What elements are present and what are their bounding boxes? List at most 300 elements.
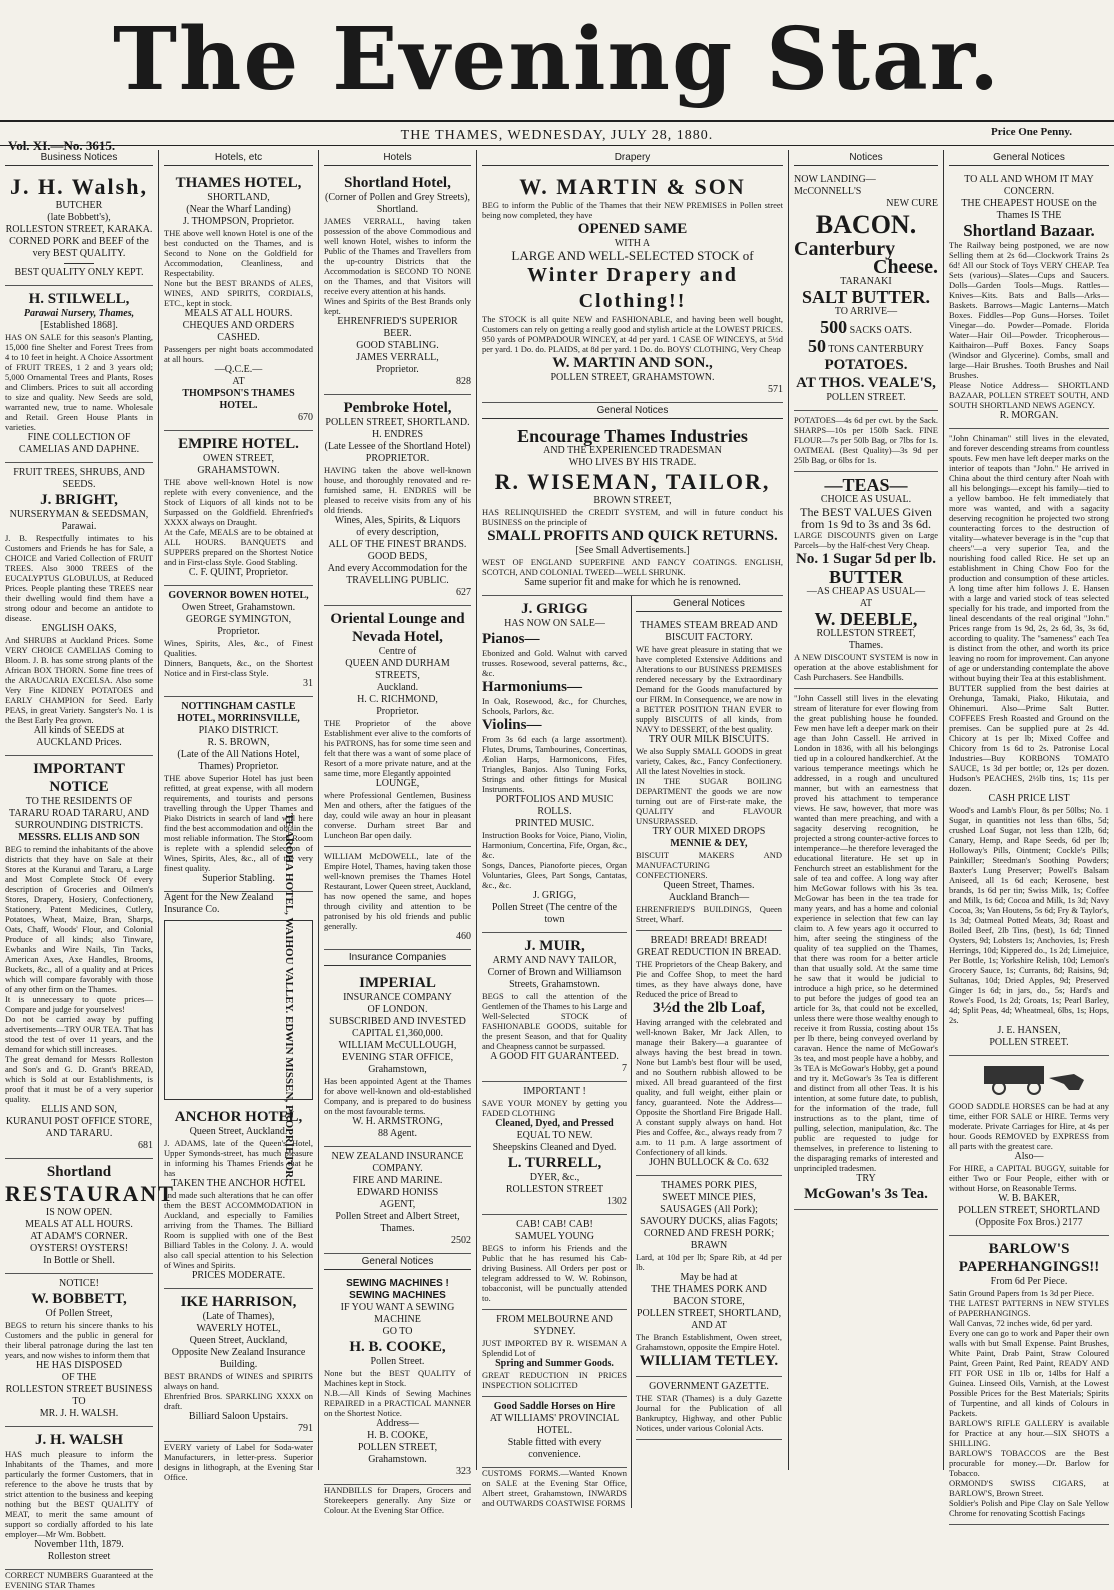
ad-body: WE have great pleasure in stating that we have completed Extensive Additions and Alterations to our BUSINESS PREMISES rendered necessary by the Extraordinary Demand for the Goods manufactured by our FIRM. In Consequence, we are now in a BETTER POSITION THAN EVER to supply BISCUITS of all kinds, from NAVY to DESSERT, of the best quality. — [636, 644, 782, 734]
ad-title: BARLOW'S — [988, 1241, 1070, 1257]
ad-line: H. B. COOKE, — [349, 1339, 446, 1355]
thames-hotel-ad — [164, 170, 313, 431]
ad-title: SEWING MACHINES — [349, 1290, 446, 1301]
ad-line: 3½d the 2lb Loaf, — [652, 1000, 766, 1016]
ad-line: (Late Lessee of the Shortland Hotel) — [324, 441, 471, 452]
ad-line: EVENING STAR OFFICE, — [341, 1052, 454, 1063]
ad-title: Encourage Thames Industries — [517, 426, 748, 446]
ad-body: Wines, Spirits, Ales, &c., of Finest Qualities. — [164, 638, 313, 658]
column-notices — [789, 150, 944, 1470]
ad-line: WILLIAM McCULLOUGH, — [338, 1040, 457, 1051]
column-header: Business Notices — [5, 150, 153, 166]
ad-title: BREAD! BREAD! BREAD! — [650, 935, 768, 946]
ad-line: ARMY AND NAVY TAILOR, — [492, 955, 617, 966]
ad-line: FROM MELBOURNE AND SYDNEY. — [496, 1314, 613, 1337]
ad-title: Good Saddle Horses on Hire — [493, 1401, 616, 1412]
ad-line: ROLLESTON STREET, — [816, 628, 916, 639]
walsh-ad — [5, 170, 153, 286]
ad-title: W. B. BAKER, — [998, 1193, 1060, 1204]
ad-title: SEWING MACHINES ! — [346, 1278, 449, 1289]
pork-pies-ad — [636, 1176, 782, 1377]
ad-number-row — [324, 1128, 471, 1140]
ad-line: HAS NOW ON SALE— — [504, 618, 605, 629]
ad-line: LARGE AND WELL-SELECTED STOCK of — [511, 248, 754, 263]
gazette-ad — [636, 1377, 782, 1440]
ad-title: Oriental Lounge and Nevada Hotel, — [330, 611, 465, 645]
barlow-ad — [949, 1236, 1109, 1525]
ad-line: Spring and Summer Goods. — [495, 1358, 614, 1369]
ad-body: Satin Ground Papers from 1s 3d per Piece. — [949, 1288, 1094, 1298]
ad-title: BUTTER — [828, 567, 904, 587]
ad-line-row — [949, 1217, 1109, 1229]
ad-line: Sheepskins Cleaned and Dyed. — [492, 1142, 617, 1153]
shortland-hotel-ad — [324, 170, 471, 395]
ad-line: May be had at — [680, 1272, 738, 1283]
ad-body: BARLOW'S RIFLE GALLERY is available for Practice at any hour.—SIX SHOTS a SHILLING. — [949, 1418, 1109, 1448]
ad-body: ORMOND'S SWISS CIGARS, at BARLOW'S, Brown Street. — [949, 1478, 1109, 1498]
turrell-dyer-ad — [482, 1082, 627, 1215]
ad-line: PRICES MODERATE. — [191, 1270, 286, 1281]
ad-line: Pollen Street (The centre of the town — [491, 902, 618, 925]
column-header: General Notices — [949, 150, 1109, 166]
ad-line: THOMPSON'S THAMES HOTEL. — [182, 388, 295, 411]
ad-body: At the Cafe, MEALS are to be obtained at ALL HOURS. BANQUETS and SUPPERS prepared on the Shortest Notice and in First-class Style. Good Stabling. — [164, 527, 313, 567]
ad-line: KURANUI POST OFFICE STORE, AND TARARU. — [5, 1116, 153, 1139]
ad-title: —TEAS— — [824, 475, 908, 495]
ad-number: 323 — [456, 1466, 471, 1477]
teas-ad — [794, 472, 938, 689]
ad-title: Shortland Bazaar. — [963, 221, 1095, 240]
ad-title: J. E. HANSEN, — [997, 1025, 1061, 1036]
ad-line: MR. J. H. WALSH. — [39, 1408, 119, 1419]
martin-drapery-ad — [482, 170, 783, 403]
ad-line: A GOOD FIT GUARANTEED. — [490, 1051, 619, 1062]
ad-title: ANCHOR HOTEL, — [174, 1109, 303, 1125]
ad-line: (Opposite Fox Bros.) — [975, 1217, 1061, 1228]
ad-line: TRY OUR MIXED DROPS — [652, 826, 766, 837]
ad-body: BEG to inform the Public of the Thames that their NEW PREMISES in Pollen street being now completed, they have — [482, 200, 783, 220]
ad-line: POTATOES. — [824, 357, 908, 373]
ad-line: FIRE AND MARINE. — [352, 1175, 443, 1186]
ad-line: ROLLESTON STREET, KARAKA. — [5, 224, 153, 235]
ad-title: J. BRIGHT, — [40, 492, 118, 508]
ad-line: HE HAS DISPOSED — [35, 1360, 123, 1371]
price: Price One Penny. — [991, 126, 1072, 138]
ad-line: Superior Stabling. — [202, 873, 275, 884]
ad-title: THAMES PORK PIES, — [661, 1180, 757, 1191]
ad-line: GEORGE SYMINGTON, — [185, 614, 292, 625]
ad-body: Wines and Spirits of the Best Brands only kept. — [324, 296, 471, 316]
ad-body: From 3s 6d each (a large assortment). Flutes, Drums, Tambourines, Concertinas, Æolian Harps, Harmonicons, Fifes, Triangles, Banjos. Also Tuning Forks, Strings and other fittings for Musical Instruments. — [482, 734, 627, 794]
nz-insurance-ad — [324, 1147, 471, 1254]
ad-number: 632 — [753, 1157, 769, 1168]
volume-number: Vol. XI.—No. 3615. — [8, 138, 116, 153]
section-header: General Notices — [324, 1254, 471, 1270]
ad-line: SAUSAGES (All Pork); — [660, 1204, 758, 1215]
ad-line: Rolleston street — [47, 1551, 111, 1562]
ad-title: BACON. — [815, 210, 917, 239]
ad-line: PRINTED MUSIC. — [515, 818, 594, 829]
ad-body: Wood's and Lamb's Flour, 8s per 50lbs; No. 1 Sugar, in quantities not less than 6lbs, 5d; crushed Loaf Sugar, not less than 12lb, 6d; Canary, Hemp, and Rape Seeds, 6d per lb; Holloway's Pills, Ointment; Cockle's Pills; Painkiller; Steedman's Soothing Powders; Baxter's Lung Preserver; Powell's Balsam Aniseed, all 1s 6d each; Kerosene, best brands, 1s 6d per tin; Swiss Milk, 1s; Coffee and Milk, 1s 6d; Cocoa and Milk, 1s 3d; Navy Cocoa, 3s; Van Houtens, 5s 6d; Fry & Taylor's, 1s 3d; Oatmeal Potted Meats, 3d; Roast and Boiled Beef, 2lb Tins, (best), 1s 6d; Tinned Oysters, 9d; Lobsters 1s; Anchovies, 1s; Fresh Herrings, 10d; Kippered do., 1s 2d; Limejuice, Per Bottle, 1s; Yorkshire Relish, 10d; Lemon's Grocery Sauce, 1s; Currants, 8d; Raisins, 9d; Sultanas, 10d; Dried Apples, 9d; Preserved Ginger 1s 6d; in jars, do., 5s; Hard's and Rowe's Food, 1s 2d; Groats, 1s; Pearl Barley, 4d; Split Peas, 4d; Wheatmeal, 6lbs, 1s; Hops, 2s. — [949, 805, 1109, 1025]
ad-line: GO TO — [382, 1326, 413, 1337]
rotated-text: TE AROHA HOTEL, WAIHOU VALLEY. EDWIN MISSEN, PROPRIETOR. — [282, 813, 295, 1181]
ad-line: POLLEN STREET, SHORTLAND — [958, 1205, 1100, 1216]
ad-line: NEW CURE — [886, 198, 938, 209]
ad-body: POTATOES—4s 6d per cwt. by the Sack. SHARPS—10s per 150lb Sack. FINE FLOUR—7s per 50lb Bag, or 7lbs for 1s. OATMEAL (Best Quality)—3s 9d per 25lb Bag, or 6lbs for 1s. — [794, 415, 938, 465]
ad-line: EQUAL TO NEW. — [516, 1130, 593, 1141]
ad-line: J. GRIGG, — [532, 890, 577, 901]
ad-line: THE THAMES PORK AND BACON STORE, — [651, 1284, 767, 1307]
ad-title: Cheese. — [873, 256, 938, 278]
ad-body: HANDBILLS for Drapers, Grocers and Storekeepers generally. Any Size or Colour. At the Evening Star Office. — [324, 1485, 471, 1515]
grigg-music-ad — [482, 596, 627, 933]
ad-line: TONS CANTERBURY — [828, 344, 924, 355]
ad-number: 828 — [456, 376, 471, 387]
ad-body: We also Supply SMALL GOODS in great variety, Cakes, &c., Fancy Confectionery. All the latest Novelties in stock. — [636, 746, 782, 776]
ad-title: J. H. WALSH — [34, 1432, 124, 1448]
ad-line: GOOD STABLING. — [356, 340, 439, 351]
column-business-notices — [0, 150, 175, 1590]
muir-tailor-ad — [482, 933, 627, 1082]
bread-ad — [636, 931, 782, 1176]
ad-line: TRAVELLING PUBLIC. — [346, 575, 449, 586]
ad-line: LOUNGE, — [375, 778, 420, 789]
ad-line: FRUIT TREES, SHRUBS, AND SEEDS. — [13, 467, 145, 490]
walsh2-ad — [5, 1427, 153, 1570]
ad-line: TO THE RESIDENTS OF TARARU ROAD TARARU, AND SURROUNDING DISTRICTS. — [9, 796, 149, 831]
ad-title: THAMES HOTEL, — [175, 175, 302, 191]
ad-line: IF YOU WANT A SEWING MACHINE — [340, 1302, 455, 1325]
ad-line: CASH PRICE LIST — [988, 793, 1070, 804]
ad-line: Cleaned, Dyed, and Pressed — [495, 1118, 614, 1129]
ad-body: BEGS to inform his Friends and the Public that he has resumed his Cab-driving Business. All Orders per post or telegram addressed to W. W. Robinson, tobacconist, will be punctually attended to. — [482, 1243, 627, 1303]
ad-line: POLLEN STREET. — [826, 392, 906, 403]
ad-line: Parawai Nursery, Thames, — [23, 308, 135, 319]
ad-body: THE STAR (Thames) is a duly Gazette Journal for the Publication of all Bankruptcy, Highway, and other Public Notices, under various Colonial Acts. — [636, 1393, 782, 1433]
ad-title: W. DEEBLE, — [814, 609, 918, 629]
ad-line: R. MORGAN. — [999, 410, 1059, 421]
two-column-block — [482, 596, 783, 1508]
ad-body: IN THE SUGAR BOILING DEPARTMENT the goods we are now turning out are of First-rate make, the QUALITY and FLAVOUR UNSURPASSED. — [636, 776, 782, 826]
carriage-illustration — [954, 1060, 1104, 1096]
ad-line: GREAT REDUCTION IN BREAD. — [636, 947, 782, 958]
column-hotels — [319, 150, 477, 1515]
ad-body: The Railway being postponed, we are now Selling them at 2s 6d—Clockwork Trains 2s 6d! All our Stock of Toys VERY CHEAP. Tea Sets (various)—Slates—Cups and Saucers. Dolls—Garden Tools—Mugs. Rattles—Knives—Kits. Bats and Balls—Arks—Baskets. Barrows—Magic Lanterns—Match Boxes. Fiddles—Pop Guns—Horses. Toilet Vinegar—do. Powder—Pomade. Florida Water—Hair Oil—Powder. Tricopherous—Kaithairon—Puff Boxes. Fancy Soaps (Windsor and Glycerine). Combs, small and large—Hair Brushes. Tooth Brushes and Nail Brushes. — [949, 240, 1109, 380]
column-header: Drapery — [482, 150, 783, 166]
ad-line: Thames. — [380, 1223, 415, 1234]
ad-line: W. MARTIN AND SON., — [552, 355, 713, 371]
ad-line: Same superior fit and make for which he is renowned. — [524, 577, 741, 588]
ad-number: 791 — [298, 1423, 313, 1434]
ad-line: Queen Street, Auckland, — [189, 1335, 288, 1346]
ad-line: INSURANCE COMPANY — [343, 992, 452, 1003]
ad-body: Songs, Dances, Pianoforte pieces, Organ Voluntaries, Glees, Part Songs, Cantatas, &c., &c. — [482, 860, 627, 890]
ad-body: "John Chinaman" still lives in the elevated, and forever descending streams from countless spouts. Few men have left deeper marks on the interior of teapots than "John." He arrived in China about the third century after Noah with all his belongings—except his family—tied to a yellow bamboo. He felt immediately that more was wanted, and with a sagacity deserving recognition he projected two strong counteracting forces to the destruction of vitality—whatever beverage is in the "cup that cheers"—a very superior Tea, and the nourishing food called Rice. He set up an establishment in Ching Chow Foo for the production and consumption of these articles. A long time after him follows J. E. Hansen with a large and varied stock of teas selected specially for his trade, and imported from the lineal descendants of the real original "John." Prices range from 1s 9d, 2s, 2s 6d, 3s, 3s 6d, according to quality. The "sameness" each Tea is distinct from the other, and worth its price leaving no room for improvement. Can anyone of age or understanding contemplate the above without buying their Tea at this establishment. — [949, 433, 1109, 683]
ad-body: N.B.—All Kinds of Sewing Machines REPAIRED in a PRACTICAL MANNER on the Shortest Notice. — [324, 1388, 471, 1418]
ad-line: MENNIE & DEY, — [670, 838, 748, 849]
date-line: THE THAMES, WEDNESDAY, JULY 28, 1880. — [400, 128, 714, 143]
ad-body: J. ADAMS, late of the Queen's Hotel, Upper Symonds-street, has much pleasure in informing his Thames Friends that he has — [164, 1138, 313, 1178]
ad-line: Harmoniums— — [482, 679, 583, 695]
ad-line: TARANAKI — [840, 276, 892, 287]
ad-title: J. MUIR, — [524, 938, 585, 954]
ad-number: 2177 — [1062, 1217, 1083, 1228]
ad-line: AND THE EXPERIENCED TRADESMAN — [543, 445, 722, 456]
mcdowell-ad — [324, 847, 471, 950]
ad-body: Dinners, Banquets, &c., on the Shortest Notice and in First-class Style. — [164, 658, 313, 678]
column-drapery — [477, 150, 789, 1508]
pembroke-hotel-ad — [324, 395, 471, 606]
ad-line: No. 1 Sugar 5d per lb. — [796, 551, 936, 567]
ad-body: Ehrenfried Bros. SPARKLING XXXX on draft. — [164, 1391, 313, 1411]
ad-line: Agent for the New Zealand Insurance Co. — [164, 892, 274, 915]
ad-line: In Bottle or Shell. — [43, 1255, 115, 1266]
ad-line: AGENT, — [379, 1199, 416, 1210]
ad-line: [Established 1868]. — [40, 320, 118, 331]
ad-line: PROPRIETOR. — [365, 453, 430, 464]
ad-line: Queen Street, Thames. — [663, 880, 755, 891]
ad-body: BARLOW'S TOBACCOS are the Best procurable for money.—Dr. Barlow for Tobacco. — [949, 1448, 1109, 1478]
ad-title: THAMES STEAM BREAD AND BISCUIT FACTORY. — [640, 620, 778, 643]
ad-body: None but the BEST QUALITY of Machines kept in Stock. — [324, 1368, 471, 1388]
ad-body: It is unnecessary to quote prices—Compare and judge for yourselves! — [5, 994, 153, 1014]
ad-title: IKE HARRISON, — [180, 1294, 297, 1310]
ad-line: NURSERYMAN & SEEDSMAN, — [9, 509, 149, 520]
ad-line: TO ARRIVE— — [834, 306, 898, 317]
ad-line: Billiard Saloon Upstairs. — [188, 1411, 289, 1422]
column-header: Notices — [794, 150, 938, 166]
dateline-bar — [0, 120, 1114, 153]
ad-body: BEGS to return his sincere thanks to his Customers and the public in general for their liberal patronage during the last ten years, and now wishes to inform them that — [5, 1320, 153, 1360]
ad-body: where Professional Gentlemen, Business Men and others, after the fatigues of the day, could wile away an hour in pleasant converse. Durham street Bar and Luncheon Bar open daily. — [324, 790, 471, 840]
oriental-hotel-ad — [324, 606, 471, 847]
ad-line: TRY OUR MILK BISCUITS. — [648, 734, 770, 745]
ad-body: THE above Superior Hotel has just been refitted, at great expense, with all modern requirements, and tourists and persons travelling through the Upper Thames and Piako Districts in search of land will here find the best accommodation and obtain the most reliable information. The Store Room is replete with a splendid selection of Wines, Spirits, Ales, &c., all of the very finest quality. — [164, 773, 313, 873]
ad-body: JUST IMPORTED BY R. WISEMAN A Splendid Lot of — [482, 1338, 627, 1358]
restaurant-ad — [5, 1159, 175, 1274]
ad-line: CHEQUES AND ORDERS CASHED. — [182, 320, 295, 343]
ad-title: NEW ZEALAND INSURANCE COMPANY. — [331, 1151, 464, 1174]
ad-title: L. TURRELL, — [507, 1155, 602, 1171]
ad-body: HAVING taken the above well-known house, and thoroughly renovated and re-furnished same, H. ENDRES will be pleased to receive visits from any of his old friends. — [324, 465, 471, 515]
section-header: Insurance Companies — [324, 950, 471, 966]
ad-line: AT WILLIAMS' PROVINCIAL HOTEL. — [489, 1413, 620, 1436]
cab-ad — [482, 1215, 627, 1310]
ad-body: SAVE YOUR MONEY by getting you FADED CLOTHING — [482, 1098, 627, 1118]
ad-line: (Near the Wharf Landing) — [186, 204, 291, 215]
ad-line: OF THE — [61, 1372, 97, 1383]
ad-line: GOOD BEDS, — [367, 551, 428, 562]
ad-line: Also— — [1014, 1151, 1044, 1162]
ad-body: HAS much pleasure to inform the Inhabitants of the Thames, and more particularly the former Customers, that in reference to the above he trusts that by strict attention to the business and keeping nothing but the BEST QUALITY of MEAT, to merit the same amount of support so cordially afforded to his late employer—Mr Wm. Bobbett. — [5, 1449, 153, 1539]
ad-line: Owen Street, Grahamstown. — [181, 602, 296, 613]
ad-line: OYSTERS! OYSTERS! — [29, 1243, 129, 1254]
ad-body: GOOD SADDLE HORSES can be had at any time, either FOR SALE or HIRE. Terms very moderate. Private Carriages for Hire, at 4s per hour. Goods REMOVED by EXPRESS from all parts with the greatest care. — [949, 1101, 1109, 1151]
ad-line: AT — [859, 598, 873, 609]
ad-line: ENGLISH OAKS, — [41, 623, 117, 634]
ad-line: From 6d Per Piece. — [990, 1276, 1068, 1287]
ad-line: Shortland. — [376, 204, 419, 215]
ad-line: AT ADAM'S CORNER. — [30, 1231, 128, 1242]
ad-line: TRY — [856, 1173, 876, 1184]
ad-line: Pollen Street. — [370, 1356, 425, 1367]
ad-line: of every description, — [356, 527, 439, 538]
ad-line: BROWN STREET, — [593, 495, 672, 506]
ad-body: Lard, at 10d per lb; Spare Rib, at 4d per lb. — [636, 1252, 782, 1272]
ad-line: (Late of Thames), — [202, 1311, 275, 1322]
ad-line: EDWARD HONISS — [356, 1187, 439, 1198]
ad-number: 571 — [768, 384, 783, 395]
ad-line: ROLLESTON STREET BUSINESS — [5, 1384, 153, 1395]
ad-line: POLLEN STREET, — [357, 1442, 438, 1453]
ad-number: 2502 — [451, 1235, 471, 1246]
ad-line-row — [794, 318, 938, 337]
ad-line: SUBSCRIBED AND INVESTED — [329, 1016, 466, 1027]
ad-body: WILLIAM McDOWELL, late of the Empire Hotel, Thames, having taken those well-known premises the Thames Hotel Restaurant, Lower Queen street, Auckland, has now opened the same, and hopes through civility and attention to be patronised by his old friends and public generally. — [324, 851, 471, 931]
ad-body: J. B. Respectfully intimates to his Customers and Friends he has for Sale, a CHOICE and Varied Collection of FRUIT TREES. Also 3000 TREES of the EUCALYPTUS GLOBULUS, at Reduced Prices. People planting these TREES near their dwelling would find them have a strong odour and become an antidote to disease. — [5, 533, 153, 623]
ad-body: Ebonized and Gold. Walnut with carved trusses. Rosewood, several patterns, &c., &c. — [482, 648, 627, 678]
subcolumn-left — [482, 596, 632, 1508]
ad-body: THE above well known Hotel is one of the best conducted on the Thames, and is Second to None on the Goldfield for Accommodation, Cleanliness, and Respectability. — [164, 228, 313, 278]
ad-line: And every Accommodation for the — [327, 563, 468, 574]
ad-line: ELLIS AND SON, — [41, 1104, 117, 1115]
ad-body: Has been appointed Agent at the Thames for above well-known and old-established Company, and is prepared to do business on the most favourable terms. — [324, 1076, 471, 1116]
ad-line: PIAKO DISTRICT. — [198, 725, 279, 736]
column-header: Hotels — [324, 150, 471, 166]
ad-body: THE LATEST PATTERNS in NEW STYLES of PAPERHANGINGS. — [949, 1298, 1109, 1318]
ad-line: SHORTLAND, — [207, 192, 270, 203]
ad-number: 88 — [378, 1128, 389, 1139]
ad-line: QUEEN AND DURHAM STREETS, — [345, 658, 450, 681]
ad-line: Auckland Branch— — [668, 892, 750, 903]
ad-line: Agent. — [390, 1128, 417, 1139]
ad-body: 950 yards of POMPADOUR WINCEY, at 4d per yard. 1 CASE OF WINCEYS, at 5½d per yard. 1 Do. do. PLAIDS, at 8d per yard. 1 Do. do. BOYS' CLOTHING, Very Cheap — [482, 334, 783, 354]
ad-line: AT THOS. VEALE'S, — [796, 375, 936, 391]
ad-body: Do not be carried away by puffing advertisements—TRY OUR TEA. That has stood the test of over 11 years, and the demand for which still increases. — [5, 1014, 153, 1054]
ad-line: Auckland. — [376, 682, 419, 693]
ad-body: GREAT REDUCTION IN PRICES INSPECTION SOLICITED — [482, 1370, 627, 1390]
ad-title: Pembroke Hotel, — [343, 400, 452, 416]
ad-number: 627 — [456, 587, 471, 598]
ad-line: OF LONDON. — [367, 1004, 428, 1015]
ad-line: W. H. ARMSTRONG, — [352, 1116, 443, 1127]
ad-line: Address— — [376, 1418, 419, 1429]
ad-line: November 11th, 1879. — [34, 1539, 124, 1550]
ad-number: 681 — [138, 1140, 153, 1151]
ad-body: Every one can go to work and Paper their own walls with but Small Expense. Paint Brushes, White Paint, Drab Paint, Straw Coloured Paint, Green Paint, Red Paint, READY AND FIT FOR USE in 1lb or, 14lbs for Half a Guinea. Linseed Oils, Varnish, at the Lowest Possible Prices for the Best Materials; Spirits of Turpentine, and all kinds of Colours in Packets. — [949, 1328, 1109, 1418]
ad-line: POLLEN STREET. — [989, 1037, 1069, 1048]
ad-body: JAMES VERRALL, having taken possession of the above Commodious and well known Hotel, wishes to inform the Public of the Thames and Travellers from the up-country Districts that the Accommodation is SECOND TO NONE on the Thames, and that Visitors will receive every attention at his hands. — [324, 216, 471, 296]
ad-line: DYER, &c., — [529, 1172, 580, 1183]
ad-line: SACKS OATS. — [849, 325, 912, 336]
ad-title: SALT BUTTER. — [801, 287, 931, 307]
masthead — [0, 0, 1114, 153]
stilwell-ad — [5, 286, 153, 463]
saddle-horses-ad — [482, 1397, 627, 1468]
subcolumn-right — [632, 596, 782, 1508]
ad-body: BEGS to call the attention of the Gentlemen of the Thames to his Large and Well-Selected STOCK of FASHIONABLE GOODS, suitable for the present Season, and that for Quality and Cheapness cannot be surpassed. — [482, 991, 627, 1051]
ad-body: The STOCK is all quite NEW and FASHIONABLE, and having been well bought, Customers can rely on getting a really good and stylish article at the LOWEST PRICES. — [482, 314, 783, 334]
ad-line: MEALS AT ALL HOURS. — [25, 1219, 133, 1230]
ad-line: CORNED AND FRESH PORK; BRAWN — [643, 1228, 775, 1251]
prices-ad — [794, 411, 938, 472]
ad-line: Wines, Ales, Spirits, & Liquors — [334, 515, 461, 526]
ad-title: McGowan's 3s Tea. — [804, 1186, 928, 1202]
ad-title: Shortland — [46, 1164, 112, 1180]
ad-line: Pianos— — [482, 631, 540, 647]
ad-title: H. STILWELL, — [28, 291, 130, 307]
ad-title: EMPIRE HOTEL. — [178, 436, 299, 452]
ad-line: JAMES VERRALL, — [356, 352, 439, 363]
baker-horses-ad — [949, 1056, 1109, 1236]
ad-line: BUTCHER — [55, 200, 103, 211]
ad-line: (Corner of Pollen and Grey Streets), — [325, 192, 470, 203]
ad-line: Corner of Brown and Williamson Streets, Grahamstown. — [487, 967, 622, 990]
bobbett-ad — [5, 1274, 153, 1427]
ad-body: And SHRUBS at Auckland Prices. Some VERY CHOICE CAMELIAS Coming to Bloom. J. B. has some strong plants of the African BOX THORN. Some fine trees of the ARAUCARIA EXCELSA. Also some Very Fine KIDNEY POTATOES and EARLY CHAMPION for Seed. Early PEAS, in great Variety. Sangster's No. 1 is the Best Early Pea grown. — [5, 635, 153, 725]
ad-line: PORTFOLIOS AND MUSIC ROLLS. — [495, 794, 614, 817]
ad-line: CAPITAL £1,360,000. — [351, 1028, 444, 1039]
ad-body: HAS ON SALE for this season's Planting, 15,000 fine Shelter and Forest Trees from 4 to 10 feet in height. A Choice Assortment of FRUIT TREES, 1 2 and 3 years old; 5,000 Ornamental Trees and Plants, Roses and Climbers. Prices to suit all according to size and quality. New Seeds are sold, warranted new, true to name. Wholesale and Retail. Green House Plants in varieties. — [5, 332, 153, 432]
bazaar-ad — [949, 170, 1109, 429]
ad-line: Parawai. — [61, 521, 97, 532]
ad-body: LARGE DISCOUNTS given on Large Parcels—by the Half-chest Very Cheap. — [794, 530, 938, 550]
ad-line: NOTICE! — [59, 1278, 99, 1289]
ad-line: OPENED SAME — [577, 221, 688, 237]
ad-line: (late Bobbett's), — [47, 212, 111, 223]
ad-body: BISCUIT MAKERS AND MANUFACTURING CONFECTIONERS. — [636, 850, 782, 880]
ad-body: Soldier's Polish and Pipe Clay on Sale Yellow Chrome for renovating Scottish Facings — [949, 1498, 1109, 1518]
ad-number-row — [636, 1157, 782, 1169]
ad-line: WAVERLY HOTEL, — [196, 1323, 281, 1334]
spring-goods-ad — [482, 1310, 627, 1397]
ad-body: BEG to remind the inhabitants of the above districts that they have on Sale at their Stores at the Kuranui and Tararu, a Large and Most Complete Stock Of every description of Groceries and Oilmen's Stores, Drapery, Hosiery, Confectionery, Stationery, Patent Medicines, Cutlery, Potatoes, Wheat, Maize, Bran, Sharps, Oats, Chaff, Woods' Flour, and Colonial Produce of all kinds; also Tinware, Ewbanks and Wire Nails, Tin Tacks, American Axes, Axe Handles, Brooms, Buckets, &c., all of a quality and at Prices which will compare favorably with those of any other firm on the Thames. — [5, 844, 154, 994]
ad-number: 670 — [298, 412, 313, 423]
section-header: General Notices — [482, 403, 783, 419]
ad-line: OWEN STREET, GRAHAMSTOWN. — [197, 453, 280, 476]
ad-line: Opposite New Zealand Insurance Building. — [171, 1347, 306, 1370]
ad-title: W. MARTIN & SON — [519, 174, 746, 199]
ad-line: Thames. — [848, 640, 884, 651]
ad-title: W. BOBBETT, — [31, 1291, 127, 1307]
column-hotels-etc — [159, 150, 319, 1482]
ad-line: H. ENDRES — [371, 429, 424, 440]
ad-title: IMPERIAL — [359, 975, 436, 991]
ad-number: 7 — [622, 1063, 627, 1074]
ad-line: Queen Street, Auckland. — [189, 1126, 288, 1137]
ad-line: WILLIAM TETLEY. — [639, 1353, 779, 1369]
column-general-notices — [944, 150, 1114, 1518]
ad-line: TAKEN THE ANCHOR HOTEL — [171, 1178, 306, 1189]
ad-line: Grahamstown, — [368, 1064, 427, 1075]
ad-line: Stable fitted with every convenience. — [507, 1437, 602, 1460]
ad-body: In Oak, Rosewood, &c., for Churches, Schools, Parlors, &c. — [482, 696, 627, 716]
ad-body: Please Notice Address— SHORTLAND BAZAAR, POLLEN STREET SOUTH, AND SOUTH SHORTLAND NEWS AGENCY. — [949, 380, 1109, 410]
ad-line: EHRENFRIED'S SUPERIOR BEER. — [337, 316, 458, 339]
ad-line: POLLEN STREET, GRAHAMSTOWN. — [550, 372, 715, 383]
ad-body: CUSTOMS FORMS.—Wanted Known on SALE at the Evening Star Office, Albert street, Grahamstown, INWARDS and OUTWARDS COASTWISE FORMS — [482, 1468, 627, 1508]
ad-body: None but the BEST BRANDS of ALES, WINES, AND SPIRITS, CORDIALS, ETC., kept in stock. — [164, 278, 313, 308]
ad-body: CORRECT NUMBERS Guaranteed at the EVENING STAR Thames — [5, 1570, 153, 1590]
ad-body: Passengers per night boats accommodated at all hours. — [164, 344, 313, 364]
ad-body: EHRENFRIED'S BUILDINGS, Queen Street, Wharf. — [636, 904, 782, 924]
ad-line: Proprietor. — [217, 626, 260, 637]
ad-line: C. F. QUINT, Proprietor. — [188, 567, 289, 578]
ad-line: —AS CHEAP AS USUAL— — [806, 586, 926, 597]
governor-hotel-ad — [164, 586, 313, 697]
ad-title: Shortland Hotel, — [344, 175, 451, 191]
ad-title: PAPERHANGINGS!! — [958, 1259, 1100, 1275]
